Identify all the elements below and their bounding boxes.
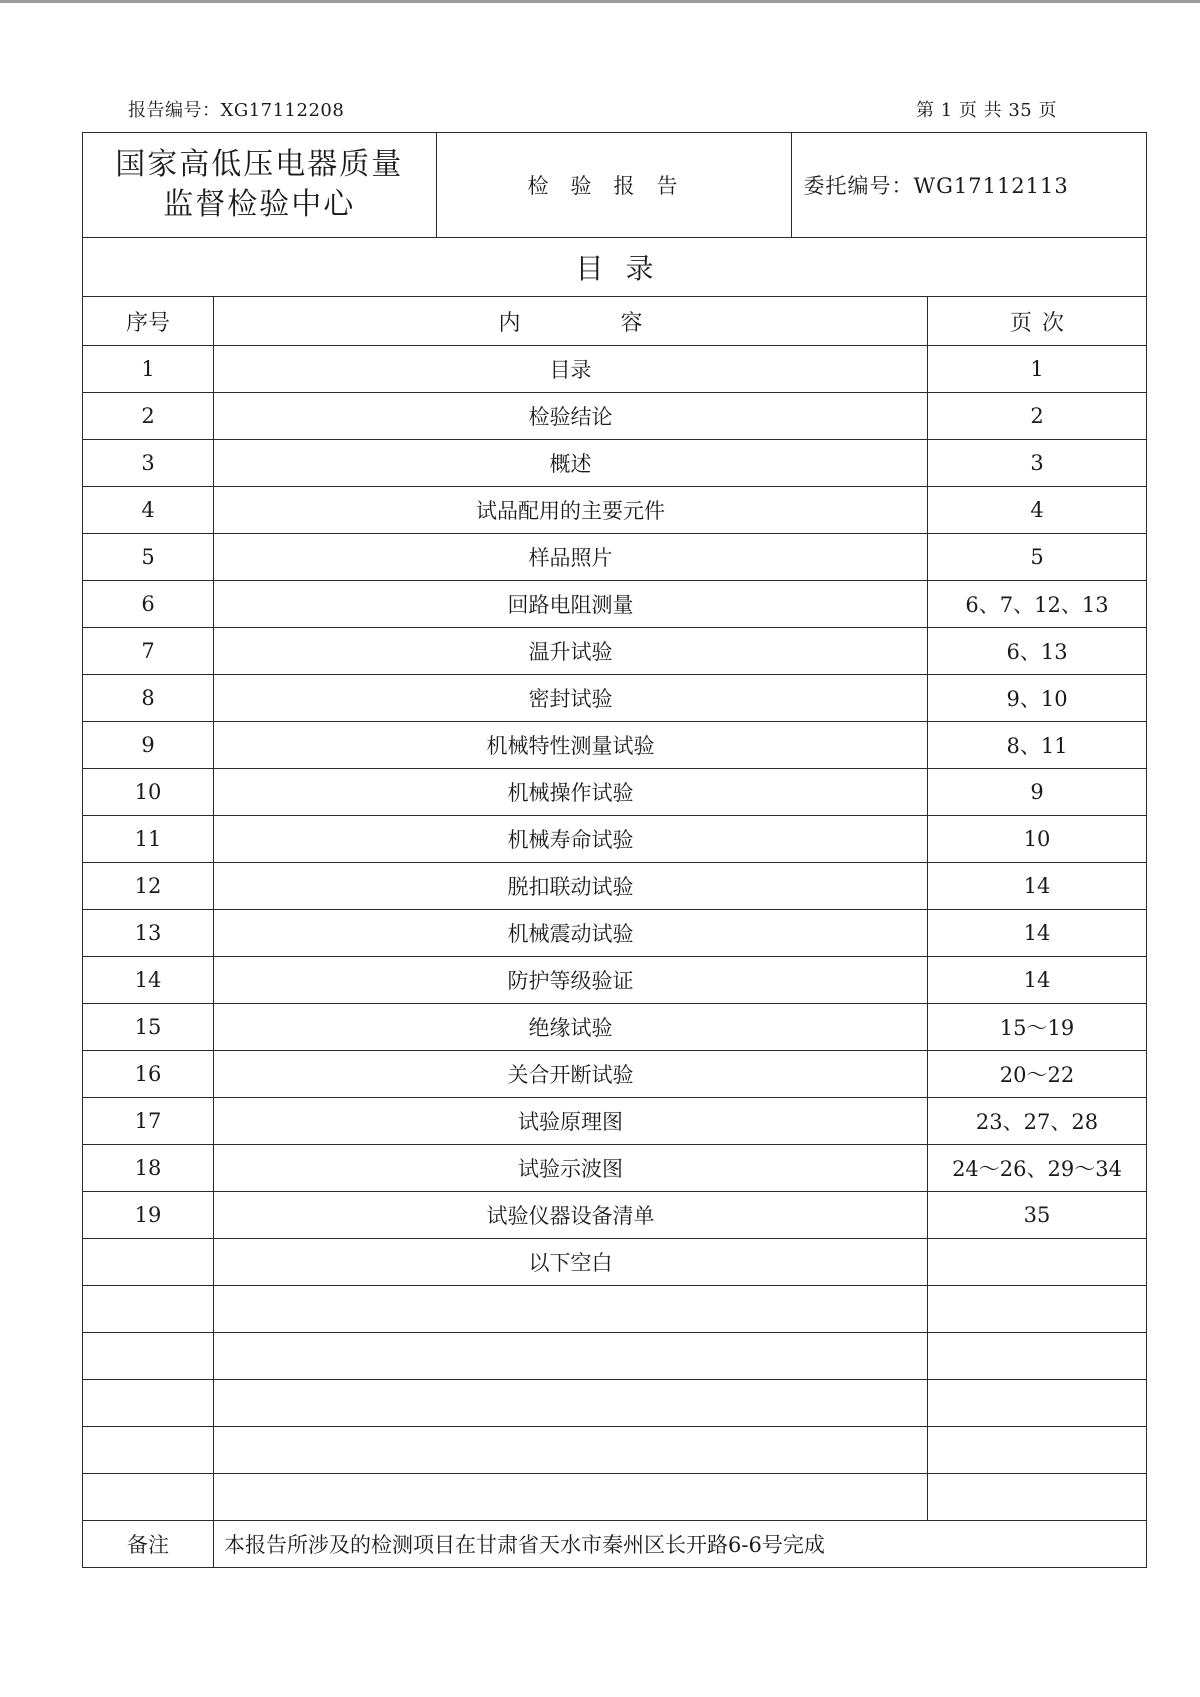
toc-row-seq: 15 [83, 1004, 214, 1051]
toc-row-pages: 35 [928, 1192, 1147, 1239]
toc-row [83, 675, 1147, 722]
toc-row-seq: 3 [83, 440, 214, 487]
toc-row-content: 防护等级验证 [214, 957, 928, 1004]
toc-row-pages: 20～22 [928, 1051, 1147, 1098]
column-header-pages: 页次 [928, 297, 1147, 346]
toc-row-seq: 1 [83, 346, 214, 393]
toc-row-seq: 6 [83, 581, 214, 628]
toc-row [83, 816, 1147, 863]
toc-row-pages: 4 [928, 487, 1147, 534]
toc-row-pages [928, 1239, 1147, 1286]
report-header [83, 133, 1147, 237]
toc-row [83, 1051, 1147, 1098]
toc-row-content: 试验仪器设备清单 [214, 1192, 928, 1239]
toc-row-content [214, 1286, 928, 1333]
toc-row-seq: 8 [83, 675, 214, 722]
toc-row-seq: 14 [83, 957, 214, 1004]
report-number: 报告编号：XG17112208 [128, 100, 345, 121]
organization-line-1: 国家高低压电器质量 [115, 147, 404, 182]
toc-row-pages: 23、27、28 [928, 1098, 1147, 1145]
toc-row-content [214, 1333, 928, 1380]
toc-row-pages: 10 [928, 816, 1147, 863]
toc-row-seq: 4 [83, 487, 214, 534]
toc-row-seq: 5 [83, 534, 214, 581]
toc-row-seq: 7 [83, 628, 214, 675]
commission-number: 委托编号：WG17112113 [791, 133, 1147, 237]
toc-row-content: 检验结论 [214, 393, 928, 440]
toc-row-pages: 14 [928, 910, 1147, 957]
toc-row [83, 769, 1147, 816]
toc-row-seq: 9 [83, 722, 214, 769]
toc-row [83, 1145, 1147, 1192]
toc-row [83, 393, 1147, 440]
toc-row-content: 脱扣联动试验 [214, 863, 928, 910]
toc-row-pages: 14 [928, 957, 1147, 1004]
toc-row-seq: 12 [83, 863, 214, 910]
toc-row-pages: 14 [928, 863, 1147, 910]
toc-row-pages: 9 [928, 769, 1147, 816]
toc-row-seq: 19 [83, 1192, 214, 1239]
toc-row-seq: 10 [83, 769, 214, 816]
toc-row-seq [83, 1380, 214, 1427]
scan-edge [0, 0, 1200, 3]
toc-row-content: 目录 [214, 346, 928, 393]
toc-row [83, 1286, 1147, 1333]
organization-line-2: 监督检验中心 [163, 187, 356, 222]
report-table [82, 132, 1147, 1568]
report-header-row [83, 133, 1147, 238]
toc-row [83, 1098, 1147, 1145]
remark-text: 本报告所涉及的检测项目在甘肃省天水市秦州区长开路6-6号完成 [214, 1521, 1147, 1568]
toc-row-seq [83, 1286, 214, 1333]
toc-row-pages: 1 [928, 346, 1147, 393]
toc-row [83, 534, 1147, 581]
toc-row-content: 试验示波图 [214, 1145, 928, 1192]
toc-row-content [214, 1474, 928, 1521]
toc-row-content: 机械操作试验 [214, 769, 928, 816]
toc-row-content: 试品配用的主要元件 [214, 487, 928, 534]
toc-row-seq: 13 [83, 910, 214, 957]
toc-row [83, 628, 1147, 675]
toc-row-content: 回路电阻测量 [214, 581, 928, 628]
column-header-seq: 序号 [83, 297, 214, 346]
toc-row-pages: 3 [928, 440, 1147, 487]
toc-row-seq: 16 [83, 1051, 214, 1098]
toc-row-pages [928, 1333, 1147, 1380]
toc-row [83, 1333, 1147, 1380]
toc-row-content [214, 1427, 928, 1474]
toc-row [83, 581, 1147, 628]
toc-row-content: 绝缘试验 [214, 1004, 928, 1051]
toc-row-pages: 5 [928, 534, 1147, 581]
toc-row-content: 机械特性测量试验 [214, 722, 928, 769]
toc-row [83, 1474, 1147, 1521]
toc-row [83, 1004, 1147, 1051]
toc-row-pages [928, 1474, 1147, 1521]
toc-row-seq: 18 [83, 1145, 214, 1192]
toc-row-seq: 2 [83, 393, 214, 440]
toc-row [83, 1192, 1147, 1239]
toc-row-pages: 8、11 [928, 722, 1147, 769]
toc-row-content: 密封试验 [214, 675, 928, 722]
toc-row-pages: 15～19 [928, 1004, 1147, 1051]
toc-row-seq: 17 [83, 1098, 214, 1145]
toc-row [83, 863, 1147, 910]
toc-row-seq [83, 1333, 214, 1380]
column-header-content: 内容 [214, 297, 928, 346]
toc-row [83, 440, 1147, 487]
column-header-row [83, 297, 1147, 346]
toc-row-seq [83, 1427, 214, 1474]
toc-row-content: 机械震动试验 [214, 910, 928, 957]
page-info: 第 1 页 共 35 页 [916, 100, 1057, 121]
toc-row [83, 1427, 1147, 1474]
toc-row [83, 346, 1147, 393]
toc-row-pages [928, 1380, 1147, 1427]
toc-row-content: 机械寿命试验 [214, 816, 928, 863]
toc-row [83, 1239, 1147, 1286]
report-title: 检验报告 [436, 133, 791, 237]
toc-row-pages: 24～26、29～34 [928, 1145, 1147, 1192]
toc-row-pages [928, 1427, 1147, 1474]
toc-row [83, 487, 1147, 534]
toc-row-seq [83, 1239, 214, 1286]
toc-row [83, 722, 1147, 769]
toc-row-pages: 2 [928, 393, 1147, 440]
toc-row-content: 概述 [214, 440, 928, 487]
organization [83, 133, 436, 237]
toc-row-content: 以下空白 [214, 1239, 928, 1286]
toc-title-row [83, 238, 1147, 297]
remark-label: 备注 [83, 1521, 214, 1568]
toc-row-content [214, 1380, 928, 1427]
toc-row-pages [928, 1286, 1147, 1333]
toc-row-content: 关合开断试验 [214, 1051, 928, 1098]
toc-row-content: 温升试验 [214, 628, 928, 675]
report-header-cell [83, 133, 1147, 238]
toc-row-seq: 11 [83, 816, 214, 863]
toc-title: 目录 [83, 238, 1147, 297]
toc-row-pages: 6、7、12、13 [928, 581, 1147, 628]
toc-row-content: 试验原理图 [214, 1098, 928, 1145]
toc-row [83, 957, 1147, 1004]
remark-row [83, 1521, 1147, 1568]
toc-row [83, 910, 1147, 957]
toc-row-content: 样品照片 [214, 534, 928, 581]
toc-row-pages: 9、10 [928, 675, 1147, 722]
toc-row [83, 1380, 1147, 1427]
toc-row-pages: 6、13 [928, 628, 1147, 675]
toc-row-seq [83, 1474, 214, 1521]
